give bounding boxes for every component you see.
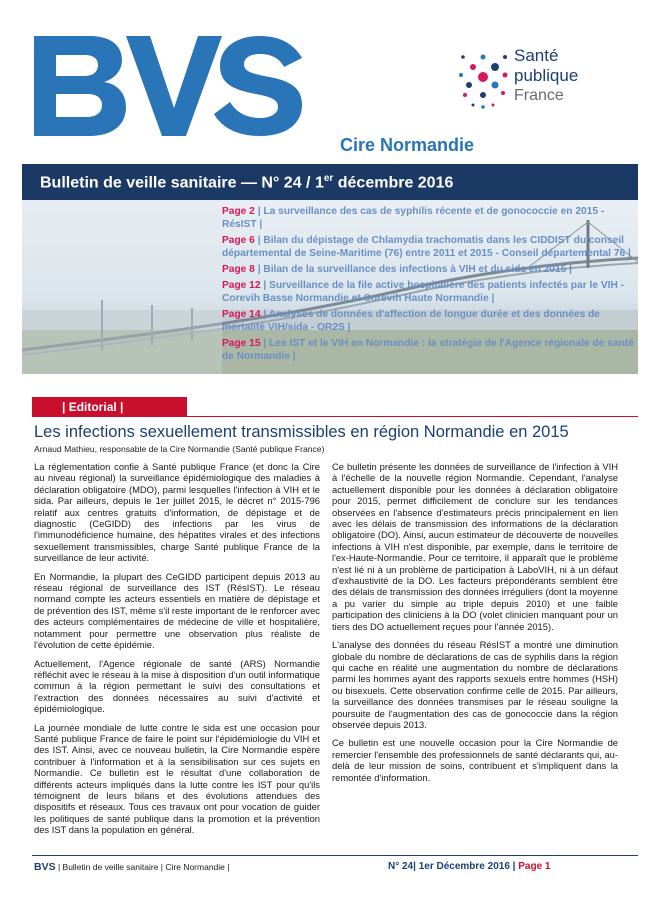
editorial-tag: | Editorial |: [32, 397, 187, 416]
left-column: [34, 461, 320, 843]
article-byline: Arnaud Mathieu, responsable de la Cire Normandie (Santé publique France): [34, 444, 325, 454]
spf-line3: France: [514, 87, 564, 104]
paragraph: En Normandie, la plupart des CeGIDD participent depuis 2013 au réseau régional de surveillance des IST (RésIST). Le réseau normand compte les acteurs essentiels en matière de dépistage et de prévention des IST, même s'il reste important de le renforcer avec des acteurs complémentaires de médecine de ville et hospitalière, notamment pour permettre une observation plus réaliste de l'évolution de cette épidémie.: [34, 570, 320, 651]
footer-right: N° 24| 1er Décembre 2016 | Page 1: [388, 861, 551, 872]
table-of-contents: [222, 205, 634, 366]
toc-item[interactable]: Page 15 | Les IST et le VIH en Normandie : la stratégie de l'Agence régionale de santé de Normandie |: [222, 338, 634, 362]
paragraph: La réglementation confie à Santé publique France (et donc la Cire au niveau régional) la surveillance épidémiologique des maladies à déclaration obligatoire (MDO), parmi lesquelles l'infection à VIH et le sida. Par ailleurs, depuis le 1er juillet 2015, le décret n° 2015-796 relatif aux centres gratuits d'information, de dépistage et de diagnostic (CeGIDD) des infections par les virus de l'immunodéficience humaine, des hépatites virales et des infections sexuellement transmissibles, charge Santé publique France de la surveillance de leur activité.: [34, 461, 320, 564]
footer-left: BVS | Bulletin de veille sanitaire | Cire Normandie |: [34, 861, 230, 873]
paragraph: La journée mondiale de lutte contre le sida est une occasion pour Santé publique France de faire le point sur l'épidémiologie du VIH et des IST. Ainsi, avec ce nouveau bulletin, la Cire Normandie espère contribuer à l'information et à la sensibilisation sur ces sujets en Normandie. Ce bulletin est le résultat d'une collaboration de différents acteurs impliqués dans la lutte contre les IST pour qu'ils témoignent de leurs bilans et des évolutions attendues des dispositifs et réseaux. Tous ces travaux ont pour vocation de guider les politiques de santé publique dans la promotion et la prévention des IST dans la population en général.: [34, 721, 320, 836]
spf-wordmark: [514, 46, 578, 106]
toc-item[interactable]: Page 2 | La surveillance des cas de syphilis récente et de gonococcie en 2015 - RésIST |: [222, 206, 605, 230]
spf-line2: publique: [514, 66, 579, 85]
editorial-divider: [32, 416, 638, 417]
toc-item[interactable]: Page 14 | Analyses de données d'affection de longue durée et des données de mortalité VIH/sida - OR2S |: [222, 309, 600, 333]
paragraph: Ce bulletin présente les données de surveillance de l'infection à VIH à l'échelle de la nouvelle région Normandie. Cependant, l'analyse actuellement disponible pour les données à déclaration obligatoire pour 2015, permet difficilement de conclure sur les tendances observées en l'absence d'estimateurs précis principalement en lien avec les délais de transmission des informations de la déclaration obligatoire (DO). Ainsi, aucun estimateur de découverte de nouvelles infections à VIH n'est disponible, par exemple, dans le territoire de l'ex-Haute-Normandie. Pour ce territoire, il apparaît que le problème n'est lié ni à un problème de participation à LaboVIH, ni à un défaut d'exhaustivité de la DO. Les facteurs prépondérants semblent être des délais de transmission des données irréguliers (dont la moyenne a pu varier du simple au triple depuis 2010) et une faible participation des cliniciens à la DO (volet clinicien manquant pour un tiers des DO actuellement reçues pour l'année 2015).: [332, 461, 618, 632]
article-title: Les infections sexuellement transmissibles en région Normandie en 2015: [34, 423, 569, 441]
bulletin-title: Bulletin de veille sanitaire — N° 24 / 1er décembre 2016: [40, 173, 454, 192]
toc-item[interactable]: Page 6 | Bilan du dépistage de Chlamydia trachomatis dans les CIDDIST du conseil départemental de Seine-Maritime (76) entre 2011 et 2015 - Conseil départemental 76 |: [222, 235, 631, 259]
bvs-logo: [34, 36, 306, 136]
page-number: Page 1: [518, 861, 551, 872]
right-column: [332, 461, 618, 790]
paragraph: L'analyse des données du réseau RésIST a montré une diminution globale du nombre de déclarations de cas de syphilis dans la région qui cache en réalité une augmentation du nombre de déclarations parmi les hommes ayant des rapports sexuels entre hommes (HSH) ou bisexuels. Cette observation confirme celle de 2015. Par ailleurs, la surveillance des données transmises par le réseau souligne la poursuite de l'augmentation des cas de gonococcie dans la région observée depuis 2013.: [332, 639, 618, 730]
region-title: Cire Normandie: [340, 135, 475, 155]
toc-item[interactable]: Page 8 | Bilan de la surveillance des infections à VIH et du sida en 2015 |: [222, 264, 572, 275]
footer-divider: [32, 855, 638, 856]
paragraph: Ce bulletin est une nouvelle occasion pour la Cire Normandie de remercier l'ensemble des professionnels de santé déclarants qui, au-delà de leur mission de soins, contribuent et s'impliquent dans la remontée d'information.: [332, 737, 618, 783]
spf-line1: Santé: [514, 46, 559, 65]
toc-item[interactable]: Page 12 | Surveillance de la file active hospitalière des patients infectés par le VIH - Corevih Basse Normandie et Corevih Haute Normandie |: [222, 280, 625, 304]
bulletin-band: [22, 164, 638, 200]
paragraph: Actuellement, l'Agence régionale de santé (ARS) Normandie réfléchit avec le réseau à la mise à disposition d'un outil informatique commun à la région permettant le suivi des consultations et l'extraction des données nécessaires au suivi d'activité et épidémiologique.: [34, 657, 320, 715]
